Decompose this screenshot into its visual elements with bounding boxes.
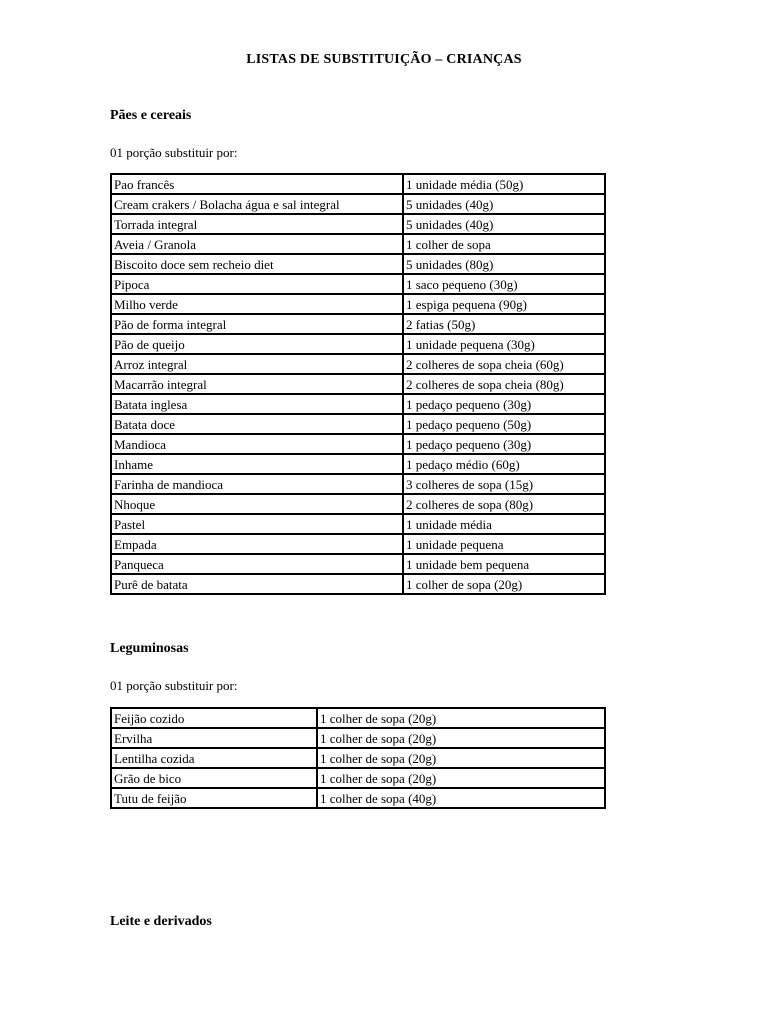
food-item-cell: Empada — [111, 534, 403, 554]
portion-amount-cell: 1 unidade média (50g) — [403, 174, 605, 194]
portion-note: 01 porção substituir por: — [110, 145, 238, 160]
food-item-cell: Mandioca — [111, 434, 403, 454]
table-row — [111, 434, 605, 454]
food-item-cell: Grão de bico — [111, 768, 317, 788]
table-row — [111, 414, 605, 434]
food-item-cell: Pão de queijo — [111, 334, 403, 354]
section-heading-leguminosas: Leguminosas — [110, 641, 189, 656]
substitution-table-paes-cereais — [110, 173, 606, 595]
food-item-cell: Pao francês — [111, 174, 403, 194]
table-row — [111, 574, 605, 594]
portion-amount-cell: 1 pedaço pequeno (30g) — [403, 434, 605, 454]
food-item-cell: Purê de batata — [111, 574, 403, 594]
table-row — [111, 554, 605, 574]
table-row — [111, 214, 605, 234]
table-row — [111, 274, 605, 294]
substitution-table-leguminosas — [110, 707, 606, 809]
portion-amount-cell: 1 colher de sopa — [403, 234, 605, 254]
food-item-cell: Lentilha cozida — [111, 748, 317, 768]
portion-amount-cell: 2 colheres de sopa cheia (80g) — [403, 374, 605, 394]
table-row — [111, 788, 605, 808]
portion-amount-cell: 5 unidades (40g) — [403, 214, 605, 234]
portion-amount-cell: 5 unidades (80g) — [403, 254, 605, 274]
portion-amount-cell: 1 espiga pequena (90g) — [403, 294, 605, 314]
food-item-cell: Tutu de feijão — [111, 788, 317, 808]
portion-amount-cell: 1 colher de sopa (20g) — [317, 728, 605, 748]
food-item-cell: Pão de forma integral — [111, 314, 403, 334]
section-heading-paes-cereais: Pães e cereais — [110, 108, 192, 123]
table-row — [111, 374, 605, 394]
food-item-cell: Macarrão integral — [111, 374, 403, 394]
table-row — [111, 454, 605, 474]
food-item-cell: Farinha de mandioca — [111, 474, 403, 494]
portion-amount-cell: 3 colheres de sopa (15g) — [403, 474, 605, 494]
portion-amount-cell: 1 pedaço pequeno (30g) — [403, 394, 605, 414]
portion-amount-cell: 1 pedaço médio (60g) — [403, 454, 605, 474]
food-item-cell: Milho verde — [111, 294, 403, 314]
table-row — [111, 474, 605, 494]
food-item-cell: Torrada integral — [111, 214, 403, 234]
table-row — [111, 234, 605, 254]
portion-amount-cell: 1 colher de sopa (20g) — [317, 768, 605, 788]
portion-amount-cell: 1 unidade bem pequena — [403, 554, 605, 574]
food-item-cell: Feijão cozido — [111, 708, 317, 728]
table-row — [111, 768, 605, 788]
food-item-cell: Pipoca — [111, 274, 403, 294]
portion-amount-cell: 1 colher de sopa (20g) — [317, 748, 605, 768]
table-row — [111, 354, 605, 374]
food-item-cell: Batata inglesa — [111, 394, 403, 414]
portion-amount-cell: 1 unidade pequena — [403, 534, 605, 554]
portion-amount-cell: 2 fatias (50g) — [403, 314, 605, 334]
table-row — [111, 494, 605, 514]
document-title: LISTAS DE SUBSTITUIÇÃO – CRIANÇAS — [246, 52, 522, 67]
food-item-cell: Inhame — [111, 454, 403, 474]
table-row — [111, 294, 605, 314]
food-item-cell: Aveia / Granola — [111, 234, 403, 254]
portion-amount-cell: 1 saco pequeno (30g) — [403, 274, 605, 294]
portion-amount-cell: 1 colher de sopa (40g) — [317, 788, 605, 808]
portion-amount-cell: 1 unidade pequena (30g) — [403, 334, 605, 354]
food-item-cell: Nhoque — [111, 494, 403, 514]
table-row — [111, 174, 605, 194]
portion-amount-cell: 5 unidades (40g) — [403, 194, 605, 214]
food-item-cell: Panqueca — [111, 554, 403, 574]
portion-note: 01 porção substituir por: — [110, 678, 238, 693]
section-heading-leite-derivados: Leite e derivados — [110, 914, 212, 929]
food-item-cell: Pastel — [111, 514, 403, 534]
portion-amount-cell: 1 pedaço pequeno (50g) — [403, 414, 605, 434]
portion-amount-cell: 1 colher de sopa (20g) — [403, 574, 605, 594]
food-item-cell: Arroz integral — [111, 354, 403, 374]
food-item-cell: Cream crakers / Bolacha água e sal integral — [111, 194, 403, 214]
portion-amount-cell: 2 colheres de sopa cheia (60g) — [403, 354, 605, 374]
table-row — [111, 708, 605, 728]
table-row — [111, 254, 605, 274]
food-item-cell: Ervilha — [111, 728, 317, 748]
table-row — [111, 394, 605, 414]
table-row — [111, 314, 605, 334]
table-row — [111, 728, 605, 748]
portion-amount-cell: 2 colheres de sopa (80g) — [403, 494, 605, 514]
food-item-cell: Batata doce — [111, 414, 403, 434]
portion-amount-cell: 1 unidade média — [403, 514, 605, 534]
table-row — [111, 514, 605, 534]
portion-amount-cell: 1 colher de sopa (20g) — [317, 708, 605, 728]
table-row — [111, 534, 605, 554]
table-row — [111, 194, 605, 214]
table-row — [111, 748, 605, 768]
food-item-cell: Biscoito doce sem recheio diet — [111, 254, 403, 274]
table-row — [111, 334, 605, 354]
